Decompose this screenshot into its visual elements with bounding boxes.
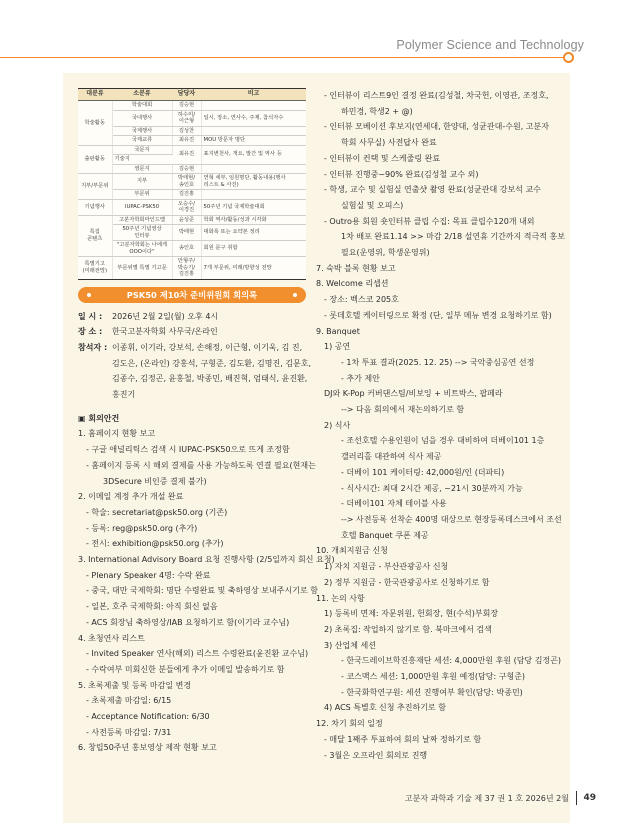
table-cell-category: 출판활동	[78, 145, 112, 174]
table-cell-category: 지부/부문위	[78, 174, 112, 200]
header-circle-ornament	[563, 52, 574, 63]
table-cell-note	[201, 101, 306, 111]
table-cell-person: 윤성준	[172, 215, 201, 225]
table-cell-subcategory: 고분자학회마인드맵	[112, 215, 172, 225]
table-cell-category: 학술활동	[78, 101, 112, 146]
agenda-line: - 더베이101 자체 테이블 사용	[341, 499, 447, 509]
agenda-line: 2) 식사	[324, 420, 351, 430]
attendees-list	[112, 340, 311, 403]
footer-journal-info: 고분자 과학과 기술 제 37 권 1 호 2026년 2월	[404, 793, 569, 803]
table-cell-category: 특별기고 (미래전망)	[78, 257, 112, 280]
agenda-line: - 한국드레이브학진흥재단 세션: 4,000만원 후원 (담당 김정곤)	[341, 656, 561, 666]
table-cell-subcategory: 50주년 기념영상 인터뷰	[112, 225, 172, 241]
agenda-line: 10. 개최지원금 신청	[316, 546, 388, 556]
table-cell-note: 50주년 기념 국제학술대회	[201, 199, 306, 215]
table-cell-note: MOU 방문자 명단	[201, 136, 306, 146]
left-column	[78, 88, 335, 756]
agenda-line: 3. International Advisory Board 요청 진행사항 (2/5일까지 회신 요청)	[78, 555, 335, 565]
agenda-line: - Invited Speaker 연사(해외) 리스트 수령완료(윤진환 교수님)	[86, 649, 309, 659]
table-cell-note: 표지변천사, 개요, 발간 및 역사 등	[201, 145, 306, 164]
agenda-line: - 인터뷰 모베이션 후보지(연세대, 한양대, 성균관대-수원, 고분자	[324, 122, 549, 132]
table-row	[78, 190, 306, 200]
table-cell-subcategory: 부문위	[112, 190, 172, 200]
table-cell-subcategory: 부문위별 특별 기고문	[112, 257, 172, 280]
table-header-cell: 비고	[201, 89, 306, 101]
attendees-line: 이종휘, 이기라, 강보석, 손해정, 이근형, 이기욱, 김 진,	[112, 342, 303, 352]
agenda-right-list	[316, 88, 566, 763]
agenda-line: - 장소: 벡스코 205호	[324, 295, 399, 305]
meeting-title-banner	[78, 287, 306, 303]
table-header-cell: 소분류	[112, 89, 172, 101]
table-row	[78, 225, 306, 241]
agenda-line: - 1차 투표 결과(2025. 12. 25) --> 국악중심공연 선정	[341, 357, 535, 367]
agenda-line: - 학생, 교수 및 실험실 연출샷 촬영 완료(성균관대 강보석 교수	[324, 185, 541, 195]
agenda-line: 3DSecure 비인증 결제 불가)	[103, 476, 207, 486]
agenda-line: 2. 이메일 계정 추가 개설 완료	[78, 492, 184, 502]
page-number: 49	[583, 793, 596, 803]
agenda-line: - 더베이 101 케이터링: 42,000원/인 (더파티)	[341, 467, 505, 477]
agenda-line: - 초록제출 마감일: 6/15	[86, 696, 172, 706]
table-row	[78, 241, 306, 257]
table-cell-note: 회원 문구 취합	[201, 241, 306, 257]
table-cell-person: 하수미/ 이근형	[172, 110, 201, 126]
table-cell-subcategory: 국문지	[112, 145, 172, 155]
table-cell-note	[201, 164, 306, 174]
agenda-line: - 등록: reg@psk50.org (추가)	[86, 523, 198, 533]
agenda-line: 학회 사무실) 사전답사 완료	[341, 138, 437, 148]
table-cell-category: 기념행사	[78, 199, 112, 215]
table-cell-person: 안형주/ 박승기/ 김진홍	[172, 257, 201, 280]
table-cell-note: 연혁 세부, 임원명단, 활동내용(행사 리스트 & 사진)	[201, 174, 306, 190]
attendees-line: 김종수, 김정곤, 윤홍철, 박종민, 배진혁, 엄태식, 윤진환,	[112, 374, 308, 384]
table-row	[78, 101, 306, 111]
agenda-line: 6. 창립50주년 홍보영상 제작 현황 보고	[78, 743, 217, 753]
table-cell-person: 김진홍	[172, 190, 201, 200]
meeting-place-label: 장 소 :	[78, 327, 103, 337]
agenda-line: - 인터뷰이 리스트9인 결정 완료(김성철, 차국헌, 이영관, 조정호,	[324, 91, 549, 100]
table-cell-note: 일시, 장소, 연사수, 주제, 참석자수	[201, 110, 306, 126]
agenda-line: - 3월은 오프라인 회의로 진행	[324, 750, 428, 760]
table-cell-subcategory: IUPAC-PSK50	[112, 199, 172, 215]
agenda-line: - 조선호텔 수용인원이 넘을 경우 대비하여 더베이101 1층	[341, 436, 545, 446]
agenda-line: 실험실 및 오피스)	[341, 200, 404, 210]
table-cell-person: 김승현	[172, 164, 201, 174]
agenda-line: - 인터뷰이 컨택 및 스케줄링 완료	[324, 153, 441, 163]
page-footer	[405, 791, 596, 805]
table-cell-subcategory: 지부	[112, 174, 172, 190]
table-header-row	[78, 89, 306, 101]
journal-title: Polymer Science and Technology	[396, 38, 584, 52]
committee-table-body	[78, 101, 306, 280]
agenda-line: - 매달 1째주 투표하여 회의 날짜 정하기로 함	[324, 734, 482, 744]
agenda-line: 5. 초록제출 및 등록 마감일 변경	[78, 680, 192, 690]
attendees-line: 김도은, (온라인) 강홍석, 구형준, 김도환, 김명진, 김문호,	[112, 358, 312, 368]
meeting-title: PSK50 제10차 준비위원회 회의록	[126, 289, 258, 300]
table-cell-person: 송인호	[172, 241, 201, 257]
agenda-line: --> 사전등록 선착순 400명 대상으로 현장등록데스크에서 조선	[341, 514, 562, 524]
attendees-line: 홍진기	[112, 390, 136, 400]
table-cell-person: 오승수/ 이경진	[172, 199, 201, 215]
table-cell-note: 대화록 또는 요약본 정리	[201, 225, 306, 241]
agenda-line: 9. Banquet	[316, 326, 360, 336]
table-row	[78, 126, 306, 136]
table-cell-note: 학회 역사/활동/성과 시각화	[201, 215, 306, 225]
agenda-line: - 수락여부 미회신한 분들에게 추가 이메일 발송하기로 함	[86, 664, 285, 674]
table-cell-subcategory: 기술지	[112, 155, 172, 165]
agenda-line: 하민경, 학생2 + @)	[341, 106, 413, 116]
agenda-line: - 한국화학연구원: 세션 진행여부 확인(담당: 박종민)	[341, 687, 523, 697]
agenda-line: 1) 공연	[324, 342, 351, 352]
committee-table	[78, 88, 306, 280]
table-cell-note: 7개 부문위, 미래/방향성 전망	[201, 257, 306, 280]
meeting-date-row	[78, 309, 306, 325]
agenda-line: 7. 숙박 블록 현황 보고	[316, 263, 396, 273]
meeting-place: 한국고분자학회 사무국/온라인	[112, 327, 218, 337]
meeting-date: 2026년 2월 2일(월) 오후 4시	[112, 311, 219, 321]
agenda-line: - 홈페이지 등록 시 해외 결제를 사용 가능하도록 연결 필요(현재는	[86, 460, 316, 470]
agenda-line: - Outro용 회원 숏인터뷰 클립 수집: 목표 클립수120개 내외	[324, 216, 535, 226]
agenda-line: 갤러리홀 대관하여 식사 제공	[341, 452, 442, 462]
attendees-label: 참석자 :	[78, 342, 108, 352]
table-row	[78, 110, 306, 126]
table-row	[78, 257, 306, 280]
agenda-line: 8. Welcome 리셉션	[316, 279, 389, 289]
table-row	[78, 136, 306, 146]
agenda-line: - 중국, 대만 국제학회: 명단 수령완료 및 축하영상 보내주시기로 함	[86, 586, 318, 596]
footer-divider	[576, 791, 578, 805]
agenda-line: - 전시: exhibition@psk50.org (추가)	[86, 539, 224, 549]
table-header-cell: 대분류	[78, 89, 112, 101]
table-cell-note	[201, 190, 306, 200]
table-row	[78, 174, 306, 190]
agenda-line: 4) ACS 특별호 신청 추진하기로 함	[324, 703, 446, 713]
agenda-line: 호텔 Banquet 쿠폰 제공	[341, 530, 429, 540]
agenda-line: - 사전등록 마감일: 7/31	[86, 727, 172, 737]
agenda-line: - 코스맥스 세션: 1,000만원 후원 예정(담당: 구형준)	[341, 672, 526, 682]
agenda-line: 1. 홈페이지 현황 보고	[78, 429, 156, 439]
meeting-place-row	[78, 324, 306, 340]
agenda-title: ▣ 회의안건	[78, 413, 120, 423]
agenda-line: 2) 초록집: 작업하지 않기로 함. 북마크에서 검색	[324, 624, 492, 634]
agenda-line: 3) 산업체 세션	[324, 640, 376, 650]
agenda-line: 1) 자치 지원금 - 부산관광공사 신청	[324, 562, 449, 572]
agenda-line: - 구글 애널리틱스 검색 시 IUPAC-PSK50으로 뜨게 조정함	[86, 445, 290, 455]
table-cell-subcategory: 학술대회	[112, 101, 172, 111]
table-row	[78, 145, 306, 155]
meeting-date-label: 일 시 :	[78, 311, 103, 321]
agenda-line: - ACS 회장님 축하영상/IAB 요청하기로 함(이기라 교수님)	[86, 617, 290, 627]
table-cell-person: 최유진	[172, 136, 201, 146]
table-row	[78, 164, 306, 174]
attendees-row	[78, 340, 312, 403]
table-cell-person: 최유진	[172, 145, 201, 164]
agenda-line: 2) 정부 지원금 - 한국관광공사로 신청하기로 함	[324, 577, 490, 587]
right-column	[316, 88, 566, 763]
agenda-line: - Plenary Speaker 4명: 수락 완료	[86, 570, 211, 580]
table-cell-subcategory: "고분자학회는 나에게 OOO이다"	[112, 241, 172, 257]
table-cell-subcategory: 국내행사	[112, 110, 172, 126]
table-cell-person: 김승현	[172, 101, 201, 111]
table-cell-subcategory: 국제행사	[112, 126, 172, 136]
agenda-line: - 일본, 호주 국제학회: 아직 회신 없음	[86, 602, 218, 612]
agenda-line: --> 다음 회의에서 재논의하기로 함	[341, 405, 465, 415]
agenda-line: 4. 초청연사 리스트	[78, 633, 145, 643]
agenda-line: 1) 등록비 면제: 자문위원, 헌회장, 현(수석)부회장	[324, 609, 499, 619]
agenda-line: - 식사시간: 최대 2시간 제공, ~21시 30분까지 가능	[341, 483, 523, 493]
table-header-cell: 담당자	[172, 89, 201, 101]
table-cell-subcategory: 국제교류	[112, 136, 172, 146]
table-row	[78, 199, 306, 215]
table-cell-category: 특집 콘텐츠	[78, 215, 112, 257]
agenda-left-list	[78, 426, 335, 756]
agenda-line: - 인터뷰 진행중~90% 완료(김성철 교수 외)	[324, 169, 479, 179]
table-cell-person: 박태현/ 송인호	[172, 174, 201, 190]
table-cell-note	[201, 126, 306, 136]
agenda-line: 11. 논의 사항	[316, 593, 365, 603]
agenda-line: - 추가 제안	[341, 373, 380, 383]
table-row	[78, 215, 306, 225]
table-cell-person: 박태현	[172, 225, 201, 241]
agenda-line: 필요(운영위, 학생운영위)	[341, 248, 430, 258]
table-cell-subcategory: 영문지	[112, 164, 172, 174]
agenda-line: DJ와 K-Pop 커버댄스팀/비보잉 + 비트박스, 팝페라	[324, 389, 503, 399]
table-cell-person: 김성찬	[172, 126, 201, 136]
agenda-line: - 롯데호텔 케이터링으로 확정 (단, 일부 메뉴 변경 요청하기로 함)	[324, 310, 552, 320]
agenda-line: - Acceptance Notification: 6/30	[86, 712, 210, 722]
agenda-line: - 학술: secretariat@psk50.org (기존)	[86, 507, 228, 517]
agenda-line: 1차 배포 완료1.14 >> 마감 2/18 설연휴 기간까지 적극적 홍보	[341, 232, 565, 242]
agenda-line: 12. 차기 회의 일정	[316, 719, 383, 729]
header-rule	[0, 57, 566, 58]
